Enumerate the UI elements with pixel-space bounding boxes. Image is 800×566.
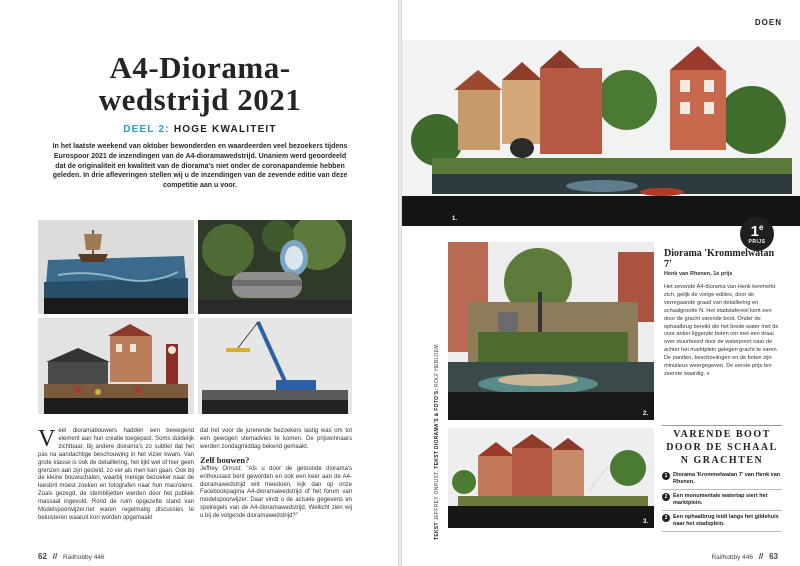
photo-town-square-diorama: [38, 318, 194, 414]
right-page: [402, 0, 800, 566]
footer-separator: //: [52, 552, 58, 561]
subtitle-prefix: DEEL 2:: [123, 124, 170, 135]
caption-number: 1: [662, 472, 670, 480]
footer-separator-right: //: [758, 552, 764, 561]
photo-number-2: 2.: [642, 411, 648, 417]
photo-forest-tunnel-diorama: [198, 220, 352, 314]
photo-number-1: 1.: [452, 216, 458, 222]
caption-item: [662, 472, 782, 490]
caption-text: Een monumentale watertap siert het marktplein.: [673, 493, 768, 506]
title-line-2: wedstrijd 2021: [98, 82, 302, 117]
side-title: Diorama 'Krommelwatan 7': [664, 248, 775, 270]
photo-ship-diorama: [38, 220, 194, 314]
caption-item: [662, 493, 782, 511]
page-number-right: 63: [769, 552, 778, 561]
side-body: [664, 284, 780, 379]
vertical-credit: [434, 344, 440, 540]
credit-label-text: TEKST: [434, 522, 440, 540]
section-label: DOEN: [754, 18, 782, 27]
caption-number: 2: [662, 493, 670, 501]
continue-arrow: »: [706, 370, 710, 377]
caption-text: Diorama 'Krommelwatan 7' van Henk van Rhenen.: [673, 472, 781, 485]
credit-text-author: JEFFREY ONRUST,: [434, 470, 440, 521]
body-column-1-text: eel dioramabouwers hadden een bewegend element aan hun creatie toegepast. Soms duidelijk zichtbaar, bij andere diorama's zo subtiel dat het pas na aandachtige beschouwing in het vizier kwam. Van grote klasse is ook de detaillering, het lijkt wel of hier geen grenzen aan zijn gesteld, zo ver als men kan gaan. Ook bij de kleine bouwschalen, waarbij menige bezoeker naar de leesbril moest zoeken en fotografen naar hun macrolens. Zoals gezegd, de stembiljetten werden door het publiek massaal ingevuld. Rond de ruim opgezette stand van Modelspoorwijzer.net waren regelmatig discussies te beluisteren waaruit kon worden opgemaakt: [38, 428, 194, 521]
boat-heading: VARENDE BOOT DOOR DE SCHAAL N GRACHTEN: [662, 425, 782, 467]
body-column-2-bottom: Jeffrey Onrust: "Als u door de getoonde diorama's enthousiast bent geworden en ook een keer aan de A4-dioramawedstrijd wilt meedoen, kijk dan op onze Facebookpagina A4-dioramawedstrijd of het forum van modelspoorwijzer. Daar vindt u de actuele gegevens en spelregels van de A4-dioramawedstrijd. Wellicht zien wij u bij de volgende dioramawedstrijd?": [200, 465, 352, 520]
credit-label-photos: TEKST DIORAMA'S & FOTO'S:: [434, 388, 440, 469]
badge-number: 1: [750, 223, 759, 240]
body-column-2-top: dat het voor de jurerende bezoekers lastig was om tot een gewogen stemadvies te komen. De prijswinnaars werden zondagmiddag bekend gemaakt.: [200, 428, 352, 450]
side-body-text: Het zevende A4-diorama van Henk kenmerkt zich, gelijk de vorige edities, door de verregaande graad van detaillering en schaalgrootte N. Het stadstafereel kent een door de gracht varende boot. Onder de ophaalbrug bereikt die het brede water met de voor anker liggende boten om met een draai over stuurboord door de waterpoort naar de achter het marktplein gelegen gracht te varen. De panden, beschoeiingen en de boten zijn minutieus weergegeven. De eerste prijs ten zeerste waardig.: [664, 284, 779, 377]
credit-photos-author: ROLF HEBLOEM: [434, 344, 440, 387]
photo-crane-diorama: [198, 318, 352, 414]
badge-label: PRIJS: [748, 239, 766, 245]
left-page: [0, 0, 398, 566]
photo-number-3: 3.: [642, 519, 648, 525]
article-subtitle: [60, 124, 340, 135]
body-column-2: [200, 428, 352, 521]
badge-suffix: e: [758, 223, 764, 232]
magazine-name-right: Railhobby 446: [711, 554, 754, 561]
subhead-zelf-bouwen: Zelf bouwen?: [200, 454, 250, 465]
prize-badge: [740, 217, 774, 251]
right-footer: [711, 552, 782, 561]
caption-number: 3: [662, 514, 670, 522]
page-number-left: 62: [38, 552, 47, 561]
magazine-name: Railhobby 446: [62, 554, 105, 561]
intro-paragraph: In het laatste weekend van oktober bewonderden en waardeerden veel bezoekers tijdens Eurospoor 2021 de inzendingen van de A4-dioramawedstrijd. Unaniem werd geoordeeld dat de originaliteit en kwaliteit van de diorama's niet onder de coronapandemie hebben geleden. In drie afleveringen stellen wij u de inzendingen van de zevende editie van deze competitie aan u voor.: [52, 143, 348, 190]
photo-drawbridge: [448, 428, 654, 528]
subtitle-text: HOGE KWALITEIT: [173, 124, 277, 135]
title-line-1: A4-Diorama-: [109, 50, 291, 85]
body-column-1: [38, 428, 194, 523]
dropcap: V: [38, 426, 56, 452]
caption-text: Een ophaalbrug leidt langs het gildehuis naar het stadsplein.: [673, 514, 779, 527]
photo-main-diorama: [402, 40, 800, 226]
caption-item: [662, 514, 782, 532]
article-title: [60, 52, 340, 116]
side-credit: Henk van Rhenen, 1e prijs: [664, 271, 733, 277]
left-footer: [38, 552, 105, 561]
photo-market-square: [448, 242, 654, 420]
photo-captions: [662, 472, 782, 535]
